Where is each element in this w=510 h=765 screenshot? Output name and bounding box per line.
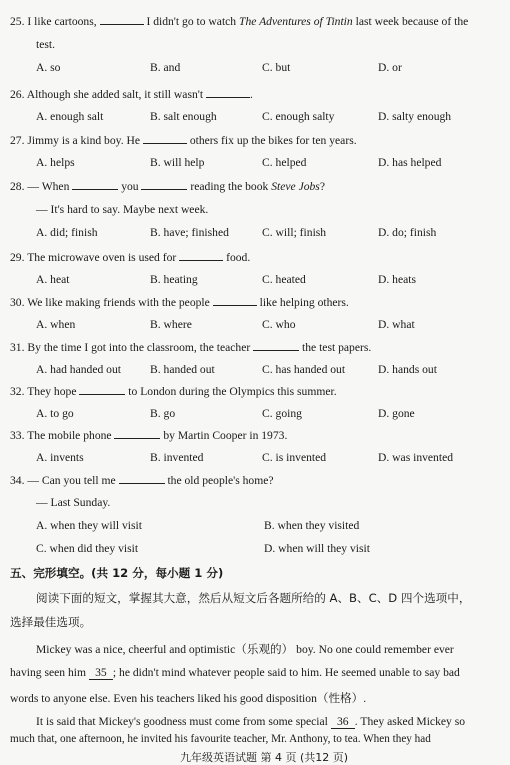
option-a[interactable]: A. heat (36, 273, 70, 286)
option-a[interactable]: A. did; finish (36, 226, 98, 239)
question-number: 25. (10, 15, 25, 28)
option-a[interactable]: A. so (36, 61, 61, 74)
answer-blank (72, 179, 118, 190)
question-29-stem: 29. The microwave oven is used for food. (10, 251, 251, 264)
question-32-stem: 32. They hope to London during the Olympics this summer. (10, 385, 337, 398)
option-d[interactable]: D. heats (378, 273, 416, 286)
passage-line: much that, one afternoon, he invited his favourite teacher, Mr. Anthony, to tea. When they had (10, 733, 431, 745)
option-c[interactable]: C. when did they visit (36, 542, 139, 555)
option-a[interactable]: A. had handed out (36, 363, 122, 376)
question-34-stem: 34. — Can you tell me the old people's home? (10, 474, 274, 487)
option-b[interactable]: B. handed out (150, 363, 215, 376)
page-footer: 九年级英语试题 第 4 页 (共12 页) (180, 751, 349, 764)
passage-line: words to anyone else. Even his teachers liked his good disposition（性格）. (10, 692, 367, 705)
option-c[interactable]: C. helped (262, 156, 307, 169)
option-b[interactable]: B. when they visited (264, 519, 360, 532)
option-d[interactable]: D. do; finish (378, 226, 437, 239)
question-26-stem: 26. Although she added salt, it still wasn't . (10, 88, 253, 101)
cloze-blank-36: 36 (331, 715, 355, 729)
question-31-stem: 31. By the time I got into the classroom, the teacher the test papers. (10, 341, 372, 354)
option-b[interactable]: B. go (150, 407, 176, 420)
option-c[interactable]: C. but (262, 61, 291, 74)
option-c[interactable]: C. heated (262, 273, 306, 286)
question-30-stem: 30. We like making friends with the people like helping others. (10, 296, 349, 309)
question-34-reply: — Last Sunday. (36, 496, 111, 509)
option-b[interactable]: B. salt enough (150, 110, 217, 123)
section-title: 五、完形填空。(共 12 分，每小题 1 分) (10, 566, 224, 580)
section-instructions: 阅读下面的短文，掌握其大意，然后从短文后各题所给的 A、B、C、D 四个选项中， (36, 591, 471, 605)
question-28-reply: — It's hard to say. Maybe next week. (36, 203, 209, 216)
option-b[interactable]: B. and (150, 61, 181, 74)
answer-blank (141, 179, 187, 190)
option-d[interactable]: D. what (378, 318, 415, 331)
cloze-blank-35: 35 (89, 666, 113, 680)
option-c[interactable]: C. has handed out (262, 363, 346, 376)
option-b[interactable]: B. heating (150, 273, 198, 286)
passage-line: Mickey was a nice, cheerful and optimistic（乐观的） boy. No one could remember ever (36, 643, 454, 656)
option-d[interactable]: D. when will they visit (264, 542, 370, 555)
passage-line-with-blank-35: having seen him 35 ; he didn't mind whatever people said to him. He seemed unable to say bad (10, 666, 460, 679)
question-25-stem-cont: test. (36, 38, 55, 51)
answer-blank (100, 14, 144, 25)
answer-blank (179, 250, 223, 261)
option-d[interactable]: D. was invented (378, 451, 454, 464)
question-33-stem: 33. The mobile phone by Martin Cooper in 1973. (10, 429, 288, 442)
section-instructions-cont: 选择最佳选项。 (10, 615, 92, 629)
option-c[interactable]: C. enough salty (262, 110, 335, 123)
passage-line-with-blank-36: It is said that Mickey's goodness must come from some special 36 . They asked Mickey so (36, 715, 466, 728)
answer-blank (114, 428, 160, 439)
answer-blank (206, 87, 250, 98)
option-a[interactable]: A. enough salt (36, 110, 104, 123)
option-b[interactable]: B. will help (150, 156, 205, 169)
option-a[interactable]: A. to go (36, 407, 74, 420)
question-27-stem: 27. Jimmy is a kind boy. He others fix up the bikes for ten years. (10, 134, 357, 147)
option-d[interactable]: D. has helped (378, 156, 442, 169)
question-28-stem: 28. — When you reading the book Steve Jobs? (10, 180, 325, 193)
option-c[interactable]: C. will; finish (262, 226, 327, 239)
option-d[interactable]: D. or (378, 61, 402, 74)
option-b[interactable]: B. have; finished (150, 226, 229, 239)
option-c[interactable]: C. who (262, 318, 296, 331)
option-a[interactable]: A. when they will visit (36, 519, 142, 532)
option-d[interactable]: D. salty enough (378, 110, 452, 123)
answer-blank (79, 384, 125, 395)
option-a[interactable]: A. invents (36, 451, 84, 464)
question-25-stem: 25. I like cartoons, I didn't go to watch The Adventures of Tintin last week because of the (10, 15, 469, 28)
option-b[interactable]: B. where (150, 318, 192, 331)
option-d[interactable]: D. hands out (378, 363, 437, 376)
option-a[interactable]: A. helps (36, 156, 75, 169)
answer-blank (143, 133, 187, 144)
answer-blank (213, 295, 257, 306)
option-b[interactable]: B. invented (150, 451, 204, 464)
option-a[interactable]: A. when (36, 318, 76, 331)
option-c[interactable]: C. is invented (262, 451, 327, 464)
option-c[interactable]: C. going (262, 407, 302, 420)
answer-blank (253, 340, 299, 351)
option-d[interactable]: D. gone (378, 407, 415, 420)
answer-blank (119, 473, 165, 484)
